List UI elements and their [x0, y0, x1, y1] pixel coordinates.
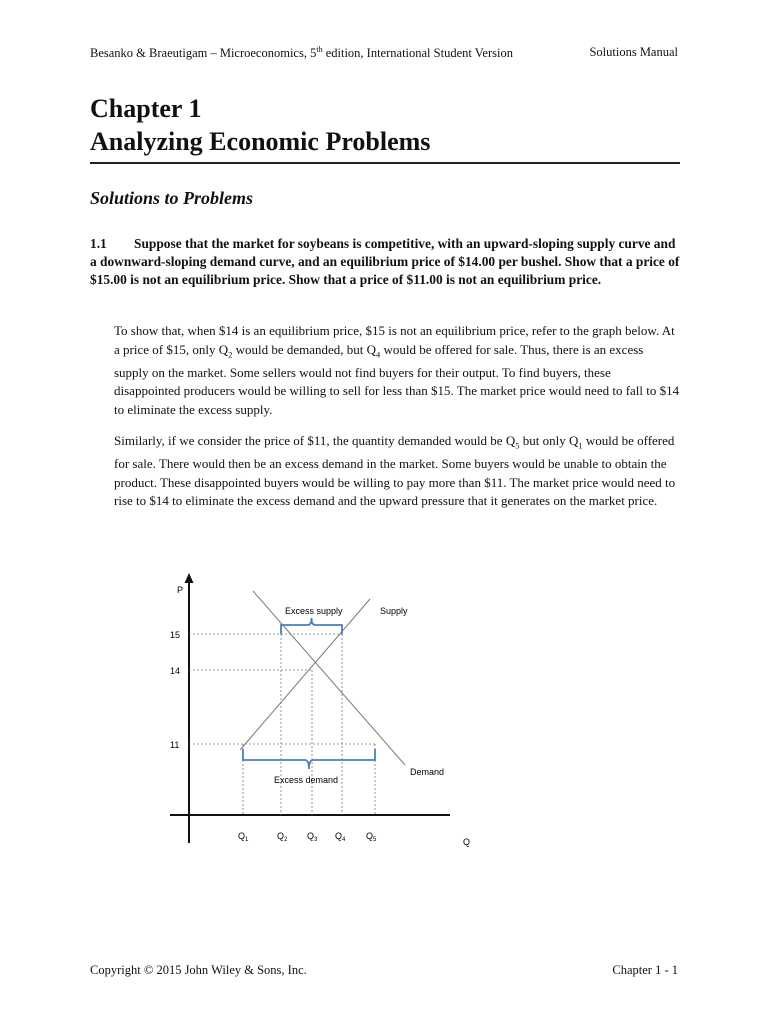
heading-rule: [90, 162, 680, 164]
q1-tick-label: $Q_1$: [238, 831, 249, 843]
footer-page-number: Chapter 1 - 1: [612, 963, 678, 977]
problem-statement: [90, 235, 680, 289]
page-footer: [90, 963, 678, 978]
problem-text: Suppose that the market for soybeans is competitive, with an upward-sloping supply curve and a downward-sloping demand curve, and an equilibrium price of $14.00 per bushel. Show that a price of $15.00 is not an equilibrium price. Show that a price of $11.00 is not an equilibrium price.: [90, 236, 680, 287]
price-11-label: 11: [170, 740, 180, 750]
q2-tick-label: $Q_2$: [277, 831, 288, 843]
excess-demand-label: Excess demand: [274, 775, 339, 785]
excess-supply-bracket: [281, 618, 342, 634]
answer-paragraph-1: To show that, when $14 is an equilibrium price, $15 is not an equilibrium price, refer to the graph below. At a price of $15, only $Q_2$ would be demanded, but $Q_4$ would be offered for sale. Thus, there is an excess supply on the market. Some sellers would not find buyers for their output. To find buyers, these disappointed producers would be willing to sell for less than $15. The market price would need to fall to $14 to eliminate the excess supply.: [114, 323, 680, 417]
demand-label: Demand: [410, 767, 445, 777]
excess-supply-label: Excess supply: [285, 606, 343, 616]
supply-demand-graph: [150, 565, 490, 865]
y-axis-label: P: [177, 585, 184, 595]
excess-demand-bracket: [243, 749, 375, 769]
header-book-title: Besanko & Braeutigam – Microeconomics, 5th edition, International Student Version: [90, 45, 513, 61]
y-axis-arrow: [185, 573, 194, 583]
answer-paragraph-2: Similarly, if we consider the price of $11, the quantity demanded would be $Q_5$ but only $Q_1$ would be offered for sale. There would then be an excess demand in the market. Some buyers would be unable to obtain the product. These disappointed buyers would be willing to pay more than $11. The market price would need to rise to $14 to eliminate the excess demand and the upward pressure that it generates on the market price.: [114, 433, 676, 509]
x-axis-label: Q: [463, 837, 471, 847]
footer-copyright: Copyright © 2015 John Wiley & Sons, Inc.: [90, 963, 307, 977]
price-15-label: 15: [170, 630, 181, 640]
supply-curve: [240, 599, 370, 750]
q4-tick-label: $Q_4$: [335, 831, 346, 843]
header-manual-label: Solutions Manual: [589, 45, 678, 59]
chapter-title: Analyzing Economic Problems: [90, 127, 431, 156]
chapter-heading: [90, 92, 430, 158]
price-14-label: 14: [170, 666, 181, 676]
q5-tick-label: $Q_5$: [366, 831, 377, 843]
supply-label: Supply: [380, 606, 408, 616]
chapter-number: Chapter 1: [90, 94, 202, 123]
demand-curve: [253, 591, 405, 765]
q3-tick-label: $Q_3$: [307, 831, 318, 843]
page-header: [90, 45, 678, 61]
section-title: Solutions to Problems: [90, 188, 254, 208]
problem-number: 1.1: [90, 236, 107, 251]
